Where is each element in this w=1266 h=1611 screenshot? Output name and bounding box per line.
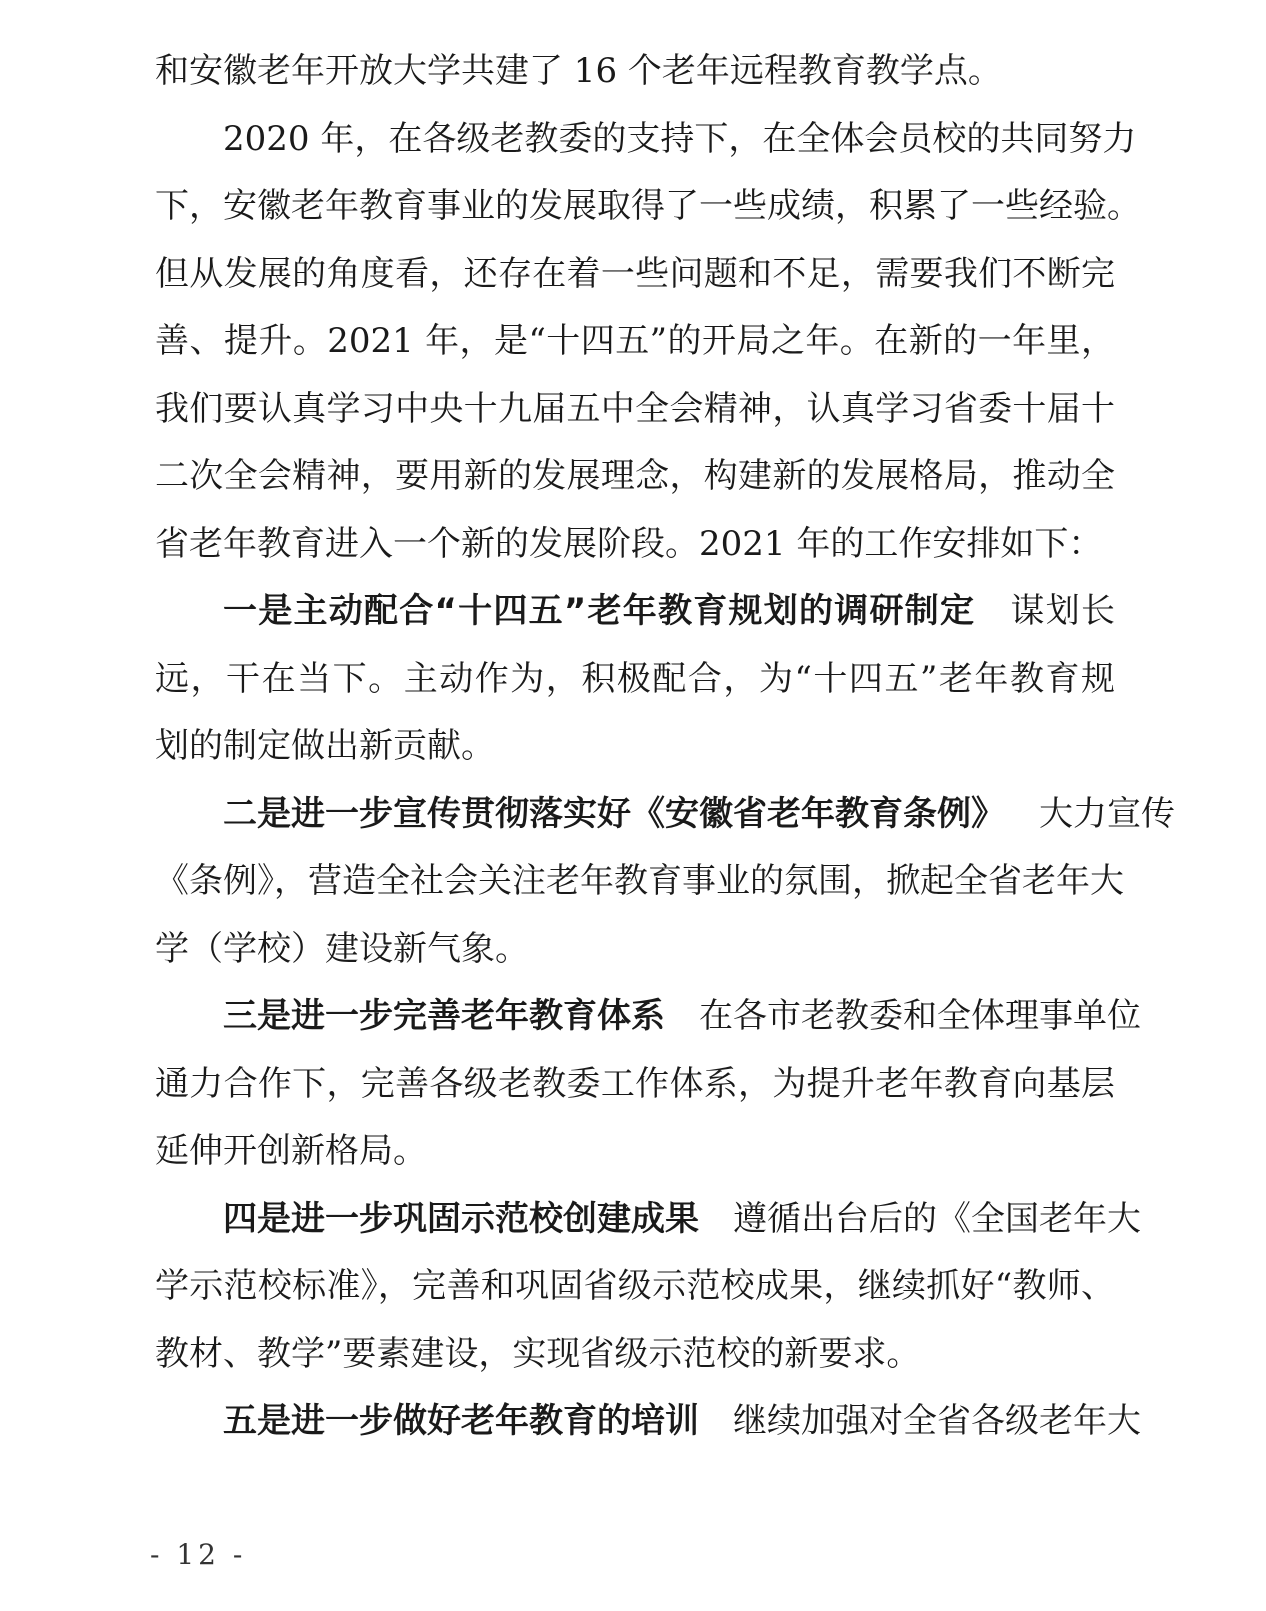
- text-line: 通力合作下，完善各级老教委工作体系，为提升老年教育向基层: [155, 1063, 1115, 1104]
- item-text: 谋划长: [1009, 591, 1115, 631]
- item-heading: 一是主动配合“十四五”老年教育规划的调研制定: [223, 591, 976, 631]
- item-first-line: [155, 983, 1141, 1051]
- text-line: 教材、教学”要素建设，实现省级示范校的新要求。: [155, 1333, 921, 1374]
- document-body: [155, 38, 1175, 1456]
- text-line: 我们要认真学习中央十九届五中全会精神，认真学习省委十届十: [155, 388, 1115, 429]
- text-line: 学示范校标准》，完善和巩固省级示范校成果，继续抓好“教师、: [155, 1266, 1115, 1306]
- item-heading: 四是进一步巩固示范校创建成果: [223, 1198, 699, 1239]
- text-line: 善、提升。2021 年，是“十四五”的开局之年。在新的一年里，: [155, 321, 1115, 361]
- item-first-line: [155, 1186, 1141, 1254]
- text-line: 延伸开创新格局。: [155, 1131, 427, 1171]
- item-first-line: [155, 781, 1175, 849]
- text-line: 学（学校）建设新气象。: [155, 928, 529, 969]
- text-line: 但从发展的角度看，还存在着一些问题和不足，需要我们不断完: [155, 253, 1115, 294]
- text-line: 省老年教育进入一个新的发展阶段。2021 年的工作安排如下：: [155, 523, 1103, 564]
- text-line: 和安徽老年开放大学共建了 16 个老年远程教育教学点。: [155, 51, 1002, 91]
- text-line: 《条例》，营造全社会关注老年教育事业的氛围，掀起全省老年大: [155, 861, 1124, 901]
- item-text: 继续加强对全省各级老年大: [733, 1401, 1141, 1441]
- item-first-line: [155, 1388, 1141, 1456]
- item-text: 大力宣传: [1039, 793, 1175, 834]
- text-line: 2020 年，在各级老教委的支持下，在全体会员校的共同努力: [223, 118, 1137, 159]
- item-heading: 五是进一步做好老年教育的培训: [223, 1401, 699, 1441]
- item-first-line: [155, 578, 1115, 646]
- item-heading: 三是进一步完善老年教育体系: [223, 996, 665, 1036]
- item-heading: 二是进一步宣传贯彻落实好《安徽省老年教育条例》: [223, 793, 1005, 834]
- page-number: - 12 -: [150, 1538, 247, 1571]
- text-line: 远，干在当下。主动作为，积极配合，为“十四五”老年教育规: [155, 658, 1115, 699]
- text-line: 划的制定做出新贡献。: [155, 726, 495, 766]
- text-line: 下，安徽老年教育事业的发展取得了一些成绩，积累了一些经验。: [155, 186, 1141, 226]
- text-line: 二次全会精神，要用新的发展理念，构建新的发展格局，推动全: [155, 456, 1115, 496]
- item-text: 遵循出台后的《全国老年大: [733, 1198, 1141, 1239]
- item-text: 在各市老教委和全体理事单位: [699, 996, 1141, 1036]
